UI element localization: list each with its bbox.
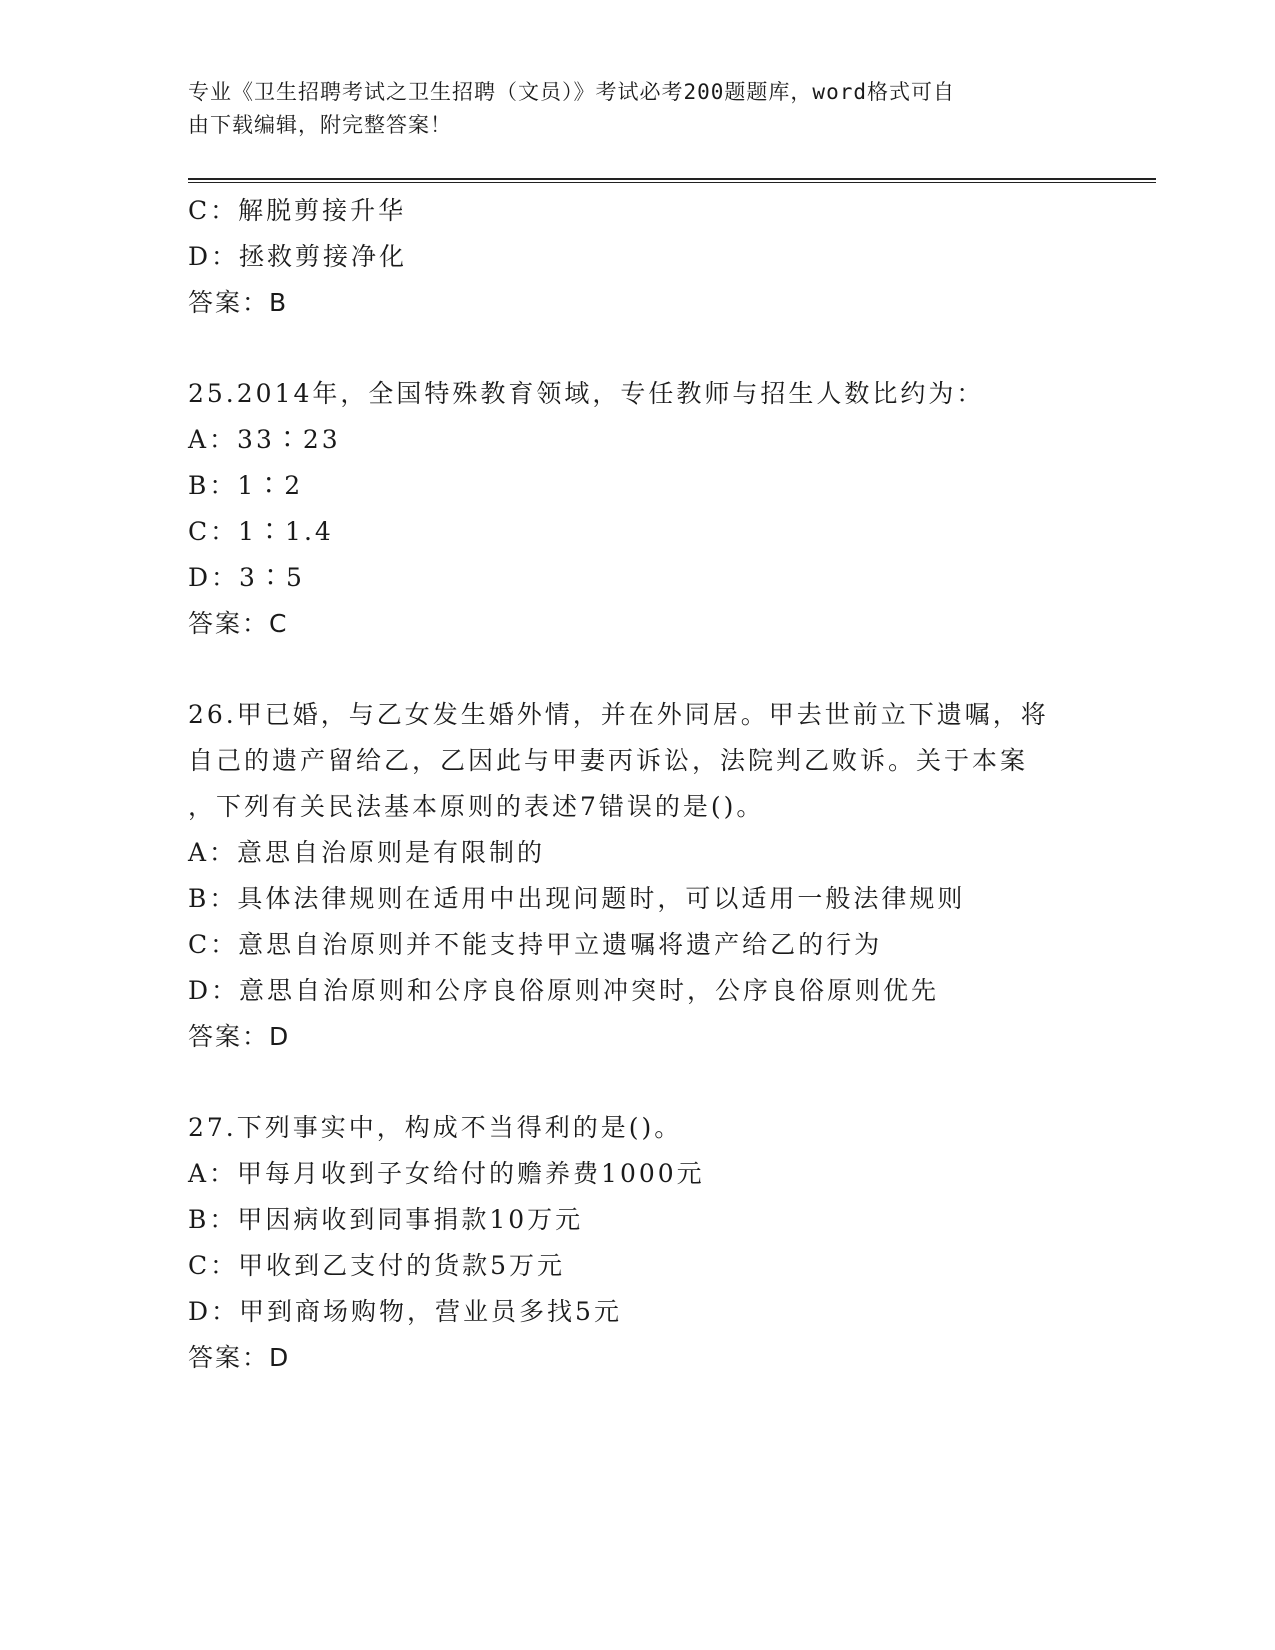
option-d: D：甲到商场购物，营业员多找5元 bbox=[188, 1297, 622, 1326]
question-prev bbox=[188, 188, 1088, 326]
option-b: B：具体法律规则在适用中出现问题时，可以适用一般法律规则 bbox=[188, 884, 966, 913]
question-stem: 25.2014年，全国特殊教育领域，专任教师与招生人数比约为： bbox=[188, 379, 985, 408]
spacer bbox=[188, 647, 1088, 692]
spacer bbox=[188, 1060, 1088, 1105]
question-stem-line-1: 26.甲已婚，与乙女发生婚外情，并在外同居。甲去世前立下遗嘱，将 bbox=[188, 700, 1049, 729]
question-25 bbox=[188, 371, 1088, 647]
option-a: A：33∶23 bbox=[188, 425, 341, 454]
option-a: A：意思自治原则是有限制的 bbox=[188, 838, 546, 867]
question-list bbox=[188, 188, 1088, 1381]
header-line-1: 专业《卫生招聘考试之卫生招聘（文员）》考试必考200题题库，word格式可自 bbox=[188, 80, 955, 104]
question-stem-line-2: 自己的遗产留给乙，乙因此与甲妻丙诉讼，法院判乙败诉。关于本案 bbox=[188, 746, 1029, 775]
question-stem-line-3: ，下列有关民法基本原则的表述7错误的是()。 bbox=[188, 792, 765, 821]
option-d: D：3∶5 bbox=[188, 563, 305, 592]
answer: 答案：C bbox=[188, 609, 289, 638]
option-b: B：甲因病收到同事捐款10万元 bbox=[188, 1205, 584, 1234]
option-c: C：解脱剪接升华 bbox=[188, 196, 407, 225]
document-header bbox=[188, 76, 1068, 142]
option-d: D：意思自治原则和公序良俗原则冲突时，公序良俗原则优先 bbox=[188, 976, 940, 1005]
question-stem: 27.下列事实中，构成不当得利的是()。 bbox=[188, 1113, 683, 1142]
answer: 答案：B bbox=[188, 288, 289, 317]
option-d: D：拯救剪接净化 bbox=[188, 242, 408, 271]
answer: 答案：D bbox=[188, 1343, 291, 1372]
option-c: C：1∶1.4 bbox=[188, 517, 334, 546]
question-27 bbox=[188, 1105, 1088, 1381]
answer: 答案：D bbox=[188, 1022, 291, 1051]
question-26 bbox=[188, 692, 1088, 1060]
option-c: C：意思自治原则并不能支持甲立遗嘱将遗产给乙的行为 bbox=[188, 930, 883, 959]
option-a: A：甲每月收到子女给付的赡养费1000元 bbox=[188, 1159, 705, 1188]
spacer bbox=[188, 326, 1088, 371]
option-b: B：1∶2 bbox=[188, 471, 304, 500]
header-line-2: 由下载编辑，附完整答案！ bbox=[188, 113, 452, 137]
option-c: C：甲收到乙支付的货款5万元 bbox=[188, 1251, 566, 1280]
header-divider bbox=[188, 178, 1156, 183]
